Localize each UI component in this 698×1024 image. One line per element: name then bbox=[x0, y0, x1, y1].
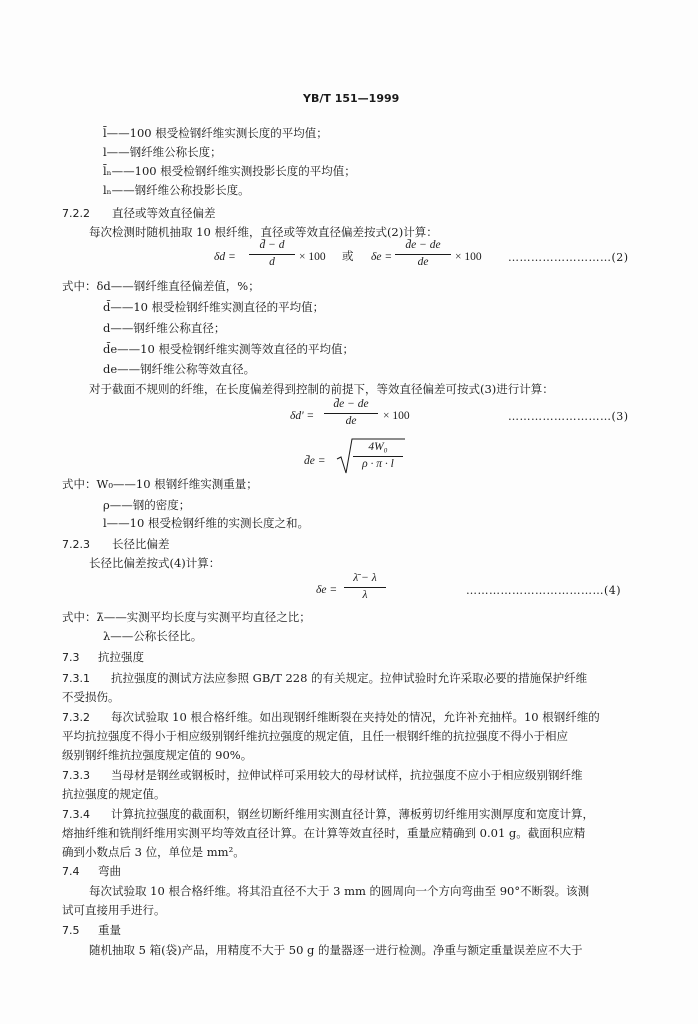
paragraph-line: 每次试验取 10 根合格纤维。将其沿直径不大于 3 mm 的圆周向一个方向弯曲至 90°不断裂。该测 bbox=[89, 884, 590, 898]
eq2-lhs-1: δd = bbox=[214, 251, 236, 263]
eq2-numerator-2: d̄e − de bbox=[395, 240, 451, 255]
paragraph-line: 平均抗拉强度不得小于相应级别钢纤维抗拉强度的规定值，且任一根钢纤维的抗拉强度不得小于相应 bbox=[62, 729, 568, 743]
section-title: 弯曲 bbox=[98, 864, 121, 878]
definition-line: d̄e——10 根受检钢纤维实测等效直径的平均值； bbox=[103, 342, 354, 356]
eq4-fraction bbox=[344, 573, 386, 601]
section-number: 7.5 bbox=[62, 924, 80, 937]
paragraph-line: 每次检测时随机抽取 10 根纤维，直径或等效直径偏差按式(2)计算： bbox=[89, 225, 438, 239]
definition-line: ρ——钢的密度； bbox=[103, 498, 191, 512]
section-number: 7.3 bbox=[62, 651, 80, 664]
eq2-lhs-2: δe = bbox=[371, 251, 393, 263]
paragraph-line: 抗拉强度的规定值。 bbox=[62, 787, 166, 801]
paragraph-line: 每次试验取 10 根合格纤维。如出现钢纤维断裂在夹持处的情况，允许补充抽样。10 根钢纤维的 bbox=[111, 710, 600, 724]
eq3-radicand-denominator: ρ · π · l bbox=[362, 457, 394, 470]
eq2-number: ………………………(2) bbox=[508, 251, 629, 264]
eq3-radicand-numerator: 4W₀ bbox=[353, 442, 403, 457]
definition-line: 式中：W₀——10 根钢纤维实测重量； bbox=[62, 477, 258, 491]
definition-line: d——钢纤维公称直径； bbox=[103, 321, 226, 335]
definition-line: l——10 根受检钢纤维的实测长度之和。 bbox=[103, 516, 309, 530]
eq4-number: ………………………………(4) bbox=[466, 584, 622, 597]
section-title: 直径或等效直径偏差 bbox=[112, 206, 216, 220]
definition-line: de——钢纤维公称等效直径。 bbox=[103, 362, 256, 376]
eq3-radicand-fraction bbox=[353, 442, 403, 470]
paragraph-line: 随机抽取 5 箱(袋)产品，用精度不大于 50 g 的量器逐一进行检测。净重与额定重量误差应不大于 bbox=[89, 943, 583, 957]
definition-line: l̄——100 根受检钢纤维实测长度的平均值； bbox=[103, 126, 328, 140]
eq3-denominator: de bbox=[345, 414, 357, 427]
eq4-lhs: δe = bbox=[316, 584, 338, 596]
definition-line: l——钢纤维公称长度； bbox=[103, 145, 222, 159]
eq2-fraction-1 bbox=[249, 240, 295, 268]
section-number: 7.3.4 bbox=[62, 808, 90, 821]
eq3-lhs: δd' = bbox=[290, 410, 315, 422]
section-title: 抗拉强度 bbox=[98, 650, 144, 664]
paragraph-line: 对于截面不规则的纤维，在长度偏差得到控制的前提下，等效直径偏差可按式(3)进行计算： bbox=[89, 382, 554, 396]
page-header: YB/T 151—1999 bbox=[303, 92, 400, 105]
eq3-numerator: d̄e − de bbox=[324, 399, 378, 414]
paragraph-line: 熔抽纤维和铣削纤维用实测平均等效直径计算。在计算等效直径时，重量应精确到 0.01 g。截面积应精 bbox=[62, 826, 586, 840]
eq2-fraction-2 bbox=[395, 240, 451, 268]
definition-line: d̄——10 根受检钢纤维实测直径的平均值； bbox=[103, 300, 325, 314]
definition-line: l̄ₙ——100 根受检钢纤维实测投影长度的平均值； bbox=[103, 164, 356, 178]
eq3-fraction bbox=[324, 399, 378, 427]
paragraph-line: 计算抗拉强度的截面积，钢丝切断纤维用实测直径计算，薄板剪切纤维用实测厚度和宽度计算， bbox=[111, 807, 594, 821]
eq2-denominator-2: de bbox=[417, 255, 429, 268]
paragraph-line: 当母材是钢丝或钢板时，拉伸试样可采用较大的母材试样，抗拉强度不应小于相应级别钢纤维 bbox=[111, 768, 583, 782]
eq3-multiplier: × 100 bbox=[383, 410, 410, 422]
paragraph-line: 不受损伤。 bbox=[62, 690, 120, 704]
eq4-denominator: λ bbox=[362, 588, 368, 601]
section-number: 7.2.3 bbox=[62, 538, 90, 551]
paragraph-line: 长径比偏差按式(4)计算： bbox=[89, 556, 221, 570]
eq2-numerator-1: d̄ − d bbox=[249, 240, 295, 255]
section-number: 7.3.1 bbox=[62, 672, 90, 685]
paragraph-line: 级别钢纤维抗拉强度规定值的 90%。 bbox=[62, 748, 253, 762]
section-number: 7.3.2 bbox=[62, 711, 90, 724]
paragraph-line: 确到小数点后 3 位，单位是 mm²。 bbox=[62, 845, 245, 859]
paragraph-line: 试可直接用手进行。 bbox=[62, 903, 166, 917]
section-number: 7.4 bbox=[62, 865, 80, 878]
eq4-numerator: λ̄ − λ bbox=[344, 573, 386, 588]
definition-line: 式中：δd——钢纤维直径偏差值，%； bbox=[62, 279, 260, 293]
eq3-number: ………………………(3) bbox=[508, 410, 629, 423]
paragraph-line: 抗拉强度的测试方法应参照 GB/T 228 的有关规定。拉伸试验时允许采取必要的措施保护纤维 bbox=[111, 671, 588, 685]
eq2-or: 或 bbox=[342, 251, 354, 263]
eq2-multiplier-1: × 100 bbox=[299, 251, 326, 263]
definition-line: 式中：λ̄——实测平均长度与实测平均直径之比； bbox=[62, 610, 311, 624]
definition-line: λ——公称长径比。 bbox=[103, 629, 203, 643]
eq2-multiplier-2: × 100 bbox=[455, 251, 482, 263]
section-title: 长径比偏差 bbox=[112, 537, 170, 551]
eq3-de-lhs: d̄e = bbox=[304, 455, 326, 467]
section-number: 7.2.2 bbox=[62, 207, 90, 220]
section-number: 7.3.3 bbox=[62, 769, 90, 782]
section-title: 重量 bbox=[98, 923, 121, 937]
definition-line: lₙ——钢纤维公称投影长度。 bbox=[103, 183, 250, 197]
eq2-denominator-1: d bbox=[269, 255, 275, 268]
